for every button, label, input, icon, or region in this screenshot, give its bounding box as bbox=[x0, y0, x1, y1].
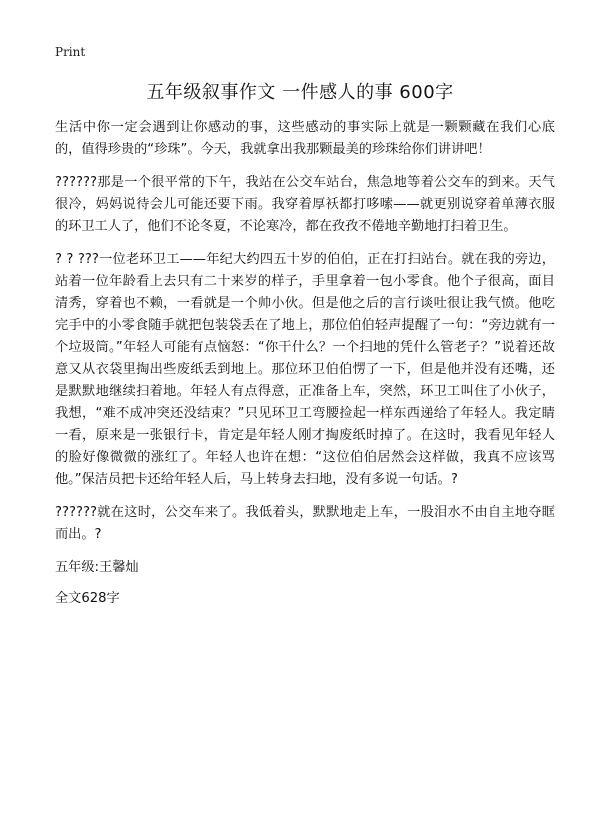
author-line: 五年级:王馨灿 bbox=[55, 560, 139, 575]
paragraph-story: ? ? ???一位老环卫工——年纪大约四五十岁的伯伯，正在打扫站台。就在我的旁边，站着一位年龄看上去只有二十来岁的样子，手里拿着一包小零食。他个子很高，面目清秀，穿着也不赖，一看就是一个帅小伙。但是他之后的言行谈吐很让我气愤。他吃完手中的小零食随手就把包装袋丢在了地上，那位伯伯轻声提醒了一句：“旁边就有一个垃圾筒。”年轻人可能有点恼怒：“你干什么？一个扫地的凭什么管老子？”说着还故意又从衣袋里掏出些废纸丢到地上。那位环卫伯伯愣了一下，但是他并没有还嘴，还是默默地继续扫着地。年轻人有点得意，正准备上车，突然，环卫工叫住了小伙子，我想，“难不成冲突还没结束？”只见环卫工弯腰捡起一样东西递给了年轻人。我定睛一看，原来是一张银行卡，肯定是年轻人刚才掏废纸时掉了。在这时，我看见年轻人的脸好像微微的涨红了。年轻人也许在想：“这位伯伯居然会这样做，我真不应该骂他。”保洁员把卡还给年轻人后，马上转身去扫地，没有多说一句话。? bbox=[55, 252, 555, 487]
paragraph-intro: 生活中你一定会遇到让你感动的事，这些感动的事实际上就是一颗颗藏在我们心底的，值得珍贵的“珍珠”。今天，我就拿出我那颗最美的珍珠给你们讲讲吧！ bbox=[55, 120, 555, 157]
essay-body bbox=[55, 117, 555, 619]
paragraph-ending: ??????就在这时，公交车来了。我低着头，默默地走上车，一股泪水不由自主地夺眶而出。? bbox=[55, 505, 555, 542]
word-count: 全文628字 bbox=[55, 591, 120, 606]
page-title: 五年级叙事作文 一件感人的事 600字 bbox=[146, 82, 454, 103]
print-link[interactable]: Print bbox=[55, 45, 86, 59]
paragraph-setting: ??????那是一个很平常的下午，我站在公交车站台，焦急地等着公交车的到来。天气很冷，妈妈说待会儿可能还要下雨。我穿着厚袄都打哆嗦——就更别说穿着单薄衣服的环卫工人了，他们不论冬夏，不论寒冷，都在孜孜不倦地辛勤地打扫着卫生。 bbox=[55, 175, 555, 234]
